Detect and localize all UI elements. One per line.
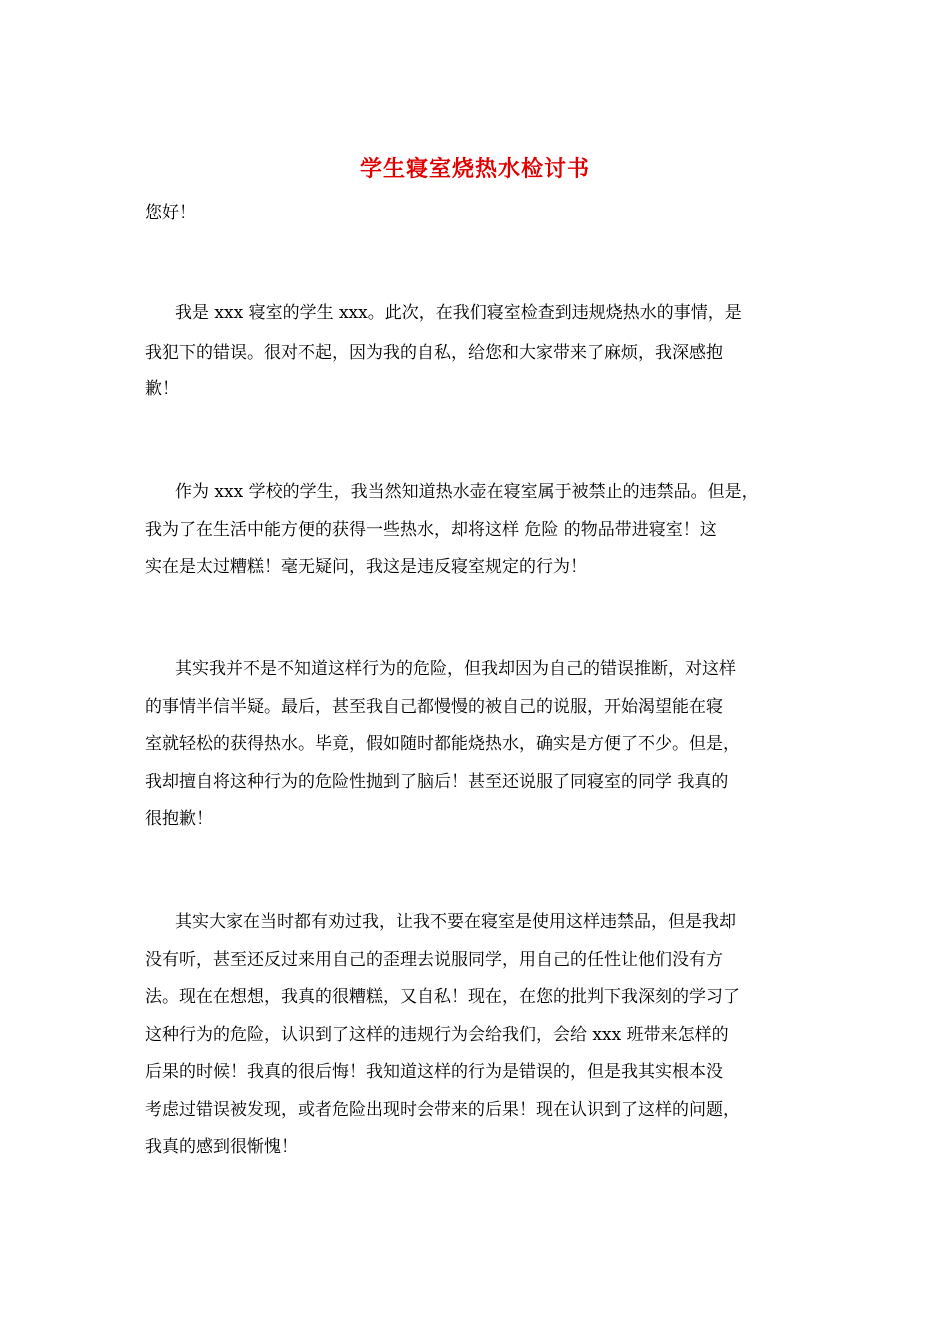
paragraph-line: 法。现在在想想，我真的很糟糕，又自私！现在，在您的批判下我深刻的学习了: [145, 987, 740, 1007]
paragraph-line: 我为了在生活中能方便的获得一些热水，却将这样 危险 的物品带进寝室！这: [145, 520, 717, 540]
paragraph-line: 我犯下的错误。很对不起，因为我的自私，给您和大家带来了麻烦，我深感抱: [145, 343, 723, 363]
document-title: 学生寝室烧热水检讨书: [359, 156, 590, 182]
paragraph-line: 后果的时候！我真的很后悔！我知道这样的行为是错误的，但是我其实根本没: [145, 1062, 723, 1082]
paragraph-line: 实在是太过糟糕！毫无疑问，我这是违反寝室规定的行为！: [145, 557, 587, 577]
paragraph-line: 没有听，甚至还反过来用自己的歪理去说服同学，用自己的任性让他们没有方: [145, 950, 723, 970]
paragraph-line: 歉！: [145, 379, 179, 399]
greeting: 您好！: [145, 203, 196, 223]
paragraph-line: 作为 xxx 学校的学生，我当然知道热水壶在寝室属于被禁止的违禁品。但是，: [175, 482, 759, 502]
paragraph-line: 室就轻松的获得热水。毕竟，假如随时都能烧热水，确实是方便了不少。但是，: [145, 734, 740, 754]
paragraph-line: 其实大家在当时都有劝过我，让我不要在寝室是使用这样违禁品，但是我却: [175, 912, 736, 932]
paragraph-line: 我真的感到很惭愧！: [145, 1137, 298, 1157]
paragraph-line: 我是 xxx 寝室的学生 xxx。此次，在我们寝室检查到违规烧热水的事情，是: [175, 303, 742, 323]
paragraph-line: 我却擅自将这种行为的危险性抛到了脑后！甚至还说服了同寝室的同学 我真的: [145, 772, 729, 792]
paragraph-line: 考虑过错误被发现，或者危险出现时会带来的后果！现在认识到了这样的问题，: [145, 1100, 740, 1120]
paragraph-line: 这种行为的危险，认识到了这样的违规行为会给我们，会给 xxx 班带来怎样的: [145, 1025, 729, 1045]
paragraph-line: 很抱歉！: [145, 809, 213, 829]
paragraph-line: 的事情半信半疑。最后，甚至我自己都慢慢的被自己的说服，开始渴望能在寝: [145, 697, 723, 717]
paragraph-line: 其实我并不是不知道这样行为的危险，但我却因为自己的错误推断，对这样: [175, 659, 736, 679]
